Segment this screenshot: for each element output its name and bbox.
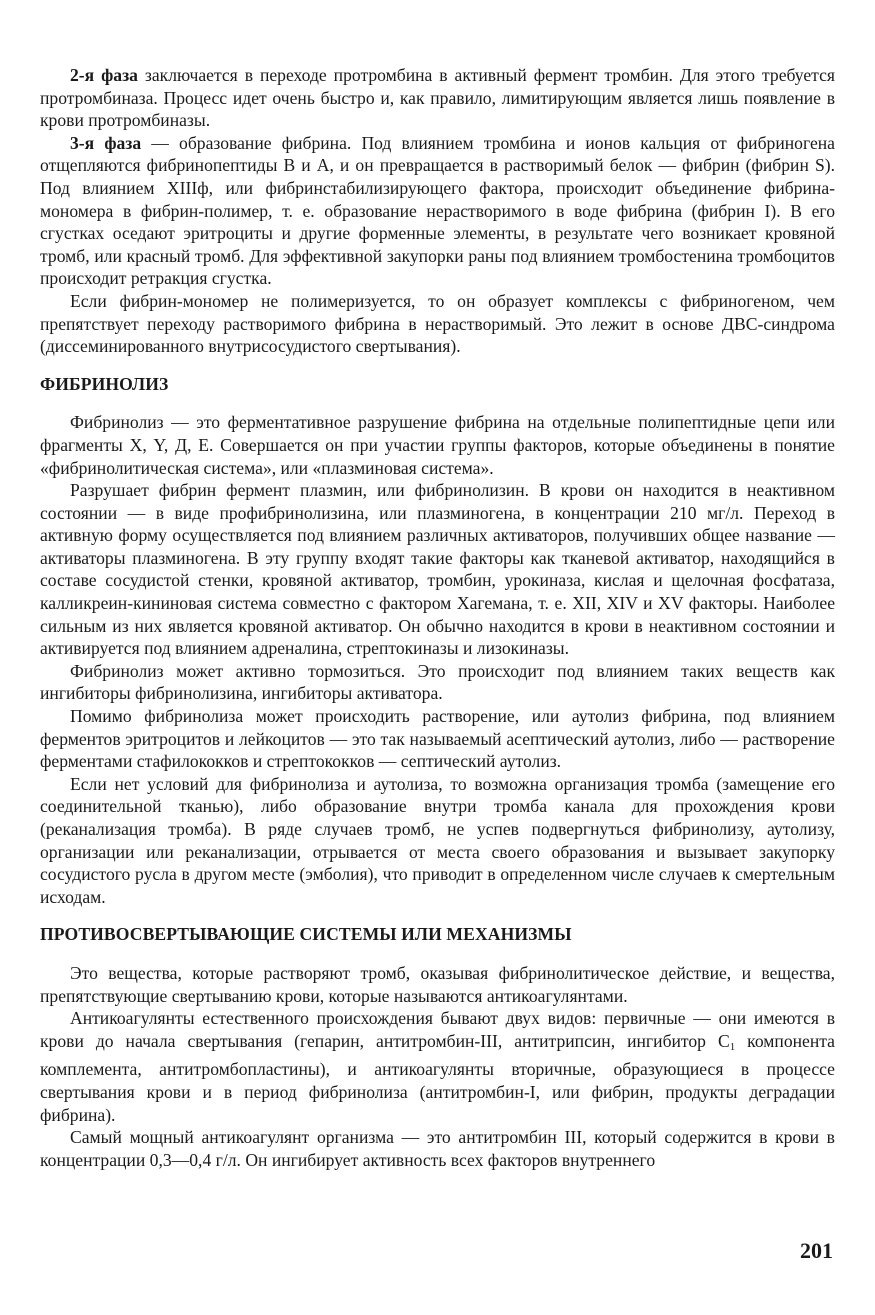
paragraph-anticoag-2 <box>40 1007 835 1126</box>
paragraph-fibrinolysis-5: Если нет условий для фибринолиза и аутолиза, то возможна организация тромба (замещение его соединительной тканью), либо образование внутри тромба канала для прохождения крови (реканализация тромба). В ряде случаев тромб, не успев подвергнуться фибринолизу, аутолизу, организации или реканализации, отрывается от места своего образования и вызывает закупорку сосудистого русла в другом месте (эмболия), что приводит в определенном числе случаев к смертельным исходам. <box>40 773 835 907</box>
heading-fibrinolysis: ФИБРИНОЛИЗ <box>40 373 169 394</box>
paragraph-fibrinolysis-3: Фибринолиз может активно тормозиться. Это происходит под влиянием таких веществ как ингибиторы фибринолизина, ингибиторы активатора. <box>40 660 835 704</box>
paragraph-phase-2 <box>40 64 835 132</box>
page-number: 201 <box>800 1238 833 1263</box>
paragraph-fibrinolysis-1: Фибринолиз — это ферментативное разрушение фибрина на отдельные полипептидные цепи или фрагменты Х, Y, Д, Е. Совершается он при участии группы факторов, которые объединены в понятие «фибринолитическая система», или «плазминовая система». <box>40 412 835 478</box>
phase-3-text: — образование фибрина. Под влиянием тромбина и ионов кальция от фибриногена отщепляются фибринопептиды В и А, и он превращается в растворимый белок — фибрин (фибрин S). Под влиянием XIIIф, или фибринстабилизирующего фактора, происходит объединение фибрина-мономера в фибрин-полимер, т. е. образование нерастворимого в воде фибрина (фибрин I). В его сгустках оседают эритроциты и другие форменные элементы, в результате чего возникает кровяной тромб, или красный тромб. Для эффективной закупорки раны под влиянием тромбостенина тромбоцитов происходит ретракция сгустка. <box>40 132 835 289</box>
paragraph-phase-3 <box>40 132 835 290</box>
anticoag-2-text-before: Антикоагулянты естественного происхождения бывают двух видов: первичные — они имеются в крови до начала свертывания (гепарин, антитромбин-III, антитрипсин, ингибитор С <box>40 1008 835 1051</box>
paragraph-anticoag-3: Самый мощный антикоагулянт организма — это антитромбин III, который содержится в крови в концентрации 0,3—0,4 г/л. Он ингибирует активность всех факторов внутреннего <box>40 1127 835 1170</box>
heading-anticoagulation: ПРОТИВОСВЕРТЫВАЮЩИЕ СИСТЕМЫ ИЛИ МЕХАНИЗМЫ <box>40 924 572 945</box>
phase-3-lead: 3-я фаза <box>70 132 142 153</box>
paragraph-anticoag-1: Это вещества, которые растворяют тромб, оказывая фибринолитическое действие, и вещества, препятствующие свертыванию крови, которые называются антикоагулянтами. <box>40 962 835 1006</box>
paragraph-fibrinolysis-2: Разрушает фибрин фермент плазмин, или фибринолизин. В крови он находится в неактивном состоянии — в виде профибринолизина, или плазминогена, в концентрации 210 мг/л. Переход в активную форму осуществляется под влиянием различных активаторов, получивших общее название — активаторы плазминогена. В эту группу входят такие факторы как тканевой активатор, находящийся в составе сосудистой стенки, кровяной активатор, тромбин, урокиназа, кислая и щелочная фосфатаза, калликреин-кининовая система совместно с фактором Хагемана, т. е. XII, XIV и XV факторы. Наиболее сильным из них является кровяной активатор. Он обычно находится в крови в неактивном состоянии и активируется под влиянием адреналина, стрептокиназы и лизокиназы. <box>40 480 835 659</box>
page-body <box>40 64 835 1171</box>
phase-2-lead: 2-я фаза <box>70 65 138 85</box>
paragraph-dvs: Если фибрин-мономер не полимеризуется, то он образует комплексы с фибриногеном, чем препятствует переходу растворимого фибрина в нерастворимый. Это лежит в основе ДВС-синдрома (диссеминированного внутрисосудистого свертывания). <box>40 290 835 357</box>
subscript: 1 <box>729 1040 736 1053</box>
paragraph-fibrinolysis-4: Помимо фибринолиза может происходить растворение, или аутолиз фибрина, под влиянием ферментов эритроцитов и лейкоцитов — это так называемый асептический аутолиз, либо — растворение ферментами стафилококков и стрептококков — септический аутолиз. <box>40 706 835 772</box>
anticoag-2-text-after: компонента комплемента, антитромбопластины), и антикоагулянты вторичные, образующиеся в процессе свертывания крови и в период фибринолиза (антитромбин-I, или фибрин, продукты деградации фибрина). <box>40 1030 835 1125</box>
phase-2-text: заключается в переходе протромбина в активный фермент тромбин. Для этого требуется протромбиназа. Процесс идет очень быстро и, как правило, лимитирующим является лишь появление в крови протромбиназы. <box>40 65 835 131</box>
